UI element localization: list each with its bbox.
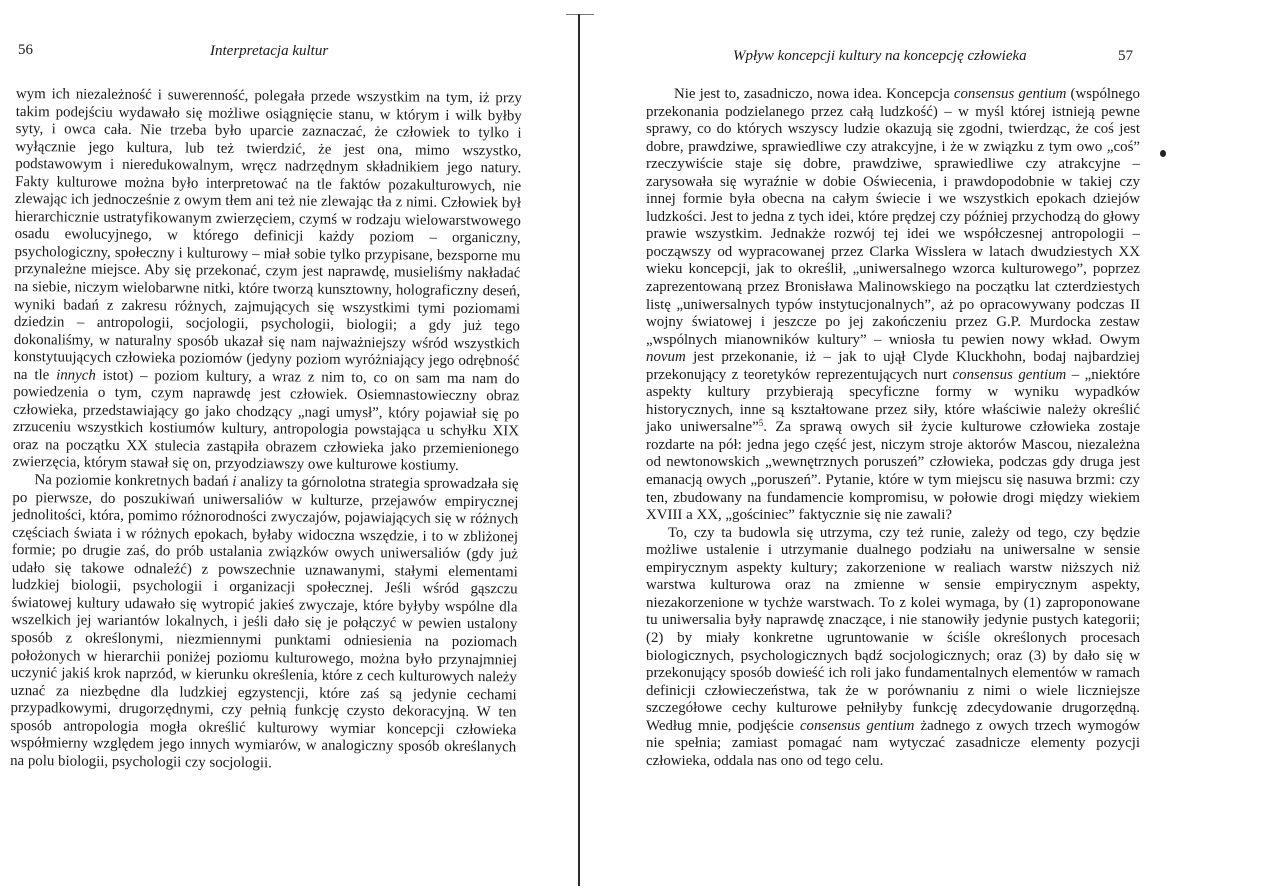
- italic-term: consensus gentium: [952, 366, 1067, 383]
- text-run: istot) – poziom kultury, a wraz z nim to, co on sam ma nam do powiedzenia o tym, czym naprawdę jest człowiek. Osiemnastowieczny obraz człowieka, przedstawiający go jako chodzący „nagi umysł”, który pojawiał się po zrzuceniu wszystkich kostiumów kultury, antropologia powstająca u schyłku XIX oraz na początku XX stulecia zastąpiła obrazem człowieka jako przemienionego zwierzęcia, którym stawał się on, przyodziawszy owe kulturowe kostiumy.: [12, 367, 520, 475]
- page-gutter: [578, 14, 580, 886]
- text-run: Na poziomie konkretnych badań: [34, 472, 233, 490]
- right-page-body: [646, 86, 1140, 770]
- gutter-mark: [566, 14, 594, 25]
- left-running-head: Interpretacja kultur: [210, 43, 329, 59]
- italic-term: consensus gentium: [953, 86, 1067, 102]
- italic-term: consensus gentium: [799, 717, 915, 734]
- left-page-body: [10, 86, 522, 775]
- ink-speck: [1160, 150, 1166, 157]
- text-run: . Za sprawą owych sił życie kulturowe człowieka zostaje rozdarte na pół: jedna jego część jest, niczym stroje aktorów Mascou, niezależna od newtonowskich „wewnętrznych poruszeń” człowieka, podczas gdy druga jest emanacją owych „poruszeń”. Pytanie, które w tym miejscu się nasuwa brzmi: czy ten, zbudowany na fundamencie kompromisu, w połowie drogi między wiekiem XVIII a XX, „gościniec” faktycznie się nie zawali?: [646, 419, 1140, 524]
- text-run: jest przekonanie, iż – jak to ujął Clyde Kluckhohn, bodaj najbardziej przekonujący z teoretyków reprezentujących nurt: [646, 349, 1140, 383]
- text-run: To, czy ta budowla się utrzyma, czy też runie, zależy od tego, czy będzie możliwe ustalenie i utrzymanie dualnego podziału na uniwersalne w sensie empirycznym aspekty kultury; zakorzenione w realiach warstw niższych niż warstwa kulturowa oraz na zmienne w sensie empirycznym aspekty, niezakorzenione w tychże warstwach. To z kolei wymaga, by (1) zaproponowane tu uniwersalia były naprawdę znaczące, i nie stanowiły jedynie pustych kategorii; (2) by miały konkretne ugruntowanie w ściśle określonych procesach biologicznych, psychologicznych bądź socjologicznych; oraz (3) by dało się w przekonujący sposób dowieść ich roli jako fundamentalnych elementów w ramach definicji człowieczeństwa, tak że w porównaniu z nimi o wiele liczniejsze szczegółowe cechy kulturowe pełniłyby funkcję zdecydowanie drugorzędną. Według mnie, podjęście: [646, 524, 1140, 734]
- text-run: wym ich niezależność i suwerenność, polegała przede wszystkim na tym, iż przy takim podejściu wydawało się możliwe osiągnięcie stanu, w którym i wilk byłby syty, i owca cała. Nie trzeba było uparcie zaznaczać, że człowiek to tylko i wyłącznie jego kultura, lub też twierdzić, że jest ona, mimo wszystko, podstawowym i nieredukowalnym, wręcz nadrzędnym składnikiem jego natury. Fakty kulturowe można było interpretować na tle faktów pozakulturowych, nie zlewając ich jednocześnie z owym tłem ani też nie zlewając tła z nimi. Człowiek był hierarchicznie ustratyfikowanym zwierzęciem, czymś w rodzaju wielowarstwowego osadu ewolucyjnego, w którego definicji każdy poziom – organiczny, psychologiczny, społeczny i kulturowy – miał sobie tylko przypisane, bezsporne mu przynależne miejsce. Aby się przekonać, czym jest naprawdę, musieliśmy nakładać na siebie, niczym wielobarwne nitki, które tworzą kunsztowny, holograficzny deseń, wyniki badań z zakresu różnych, zajmujących się wszystkimi tymi poziomami dziedzin – antropologii, socjologii, psychologii, biologii; a gdy już tego dokonaliśmy, w naturalny sposób ukazał się nam najważniejszy wśród wszystkich konstytuujących człowieka poziomów (jedyny poziom wyróżniający jego odrębność na tle: [13, 86, 522, 384]
- text-run: (wspólnego przekonania podzielanego przez całą ludzkość) – w myśl której istnieją pewne sprawy, co do których wszyscy ludzie okazują się zgodni, twierdząc, że coś jest dobre, prawdziwe, sprawiedliwe czy atrakcyjne, i że w związku z tym owo „coś” rzeczywiście staje się dobre, prawdziwe, sprawiedliwe czy atrakcyjne – zarysowała się wyraźnie w dobie Oświecenia, i prawdopodobnie w takiej czy innej formie była obecna na całym świecie i we wszystkich epokach dziejów ludzkości. Jest to jedna z tych idei, które prędzej czy później przychodzą do głowy prawie wszystkim. Jednakże rozwój tej idei we współczesnej antropologii – począwszy od wypracowanej przez Clarka Wisslera w latach dwudziestych XX wieku koncepcji, jak to określił, „uniwersalnego wzorca kulturowego”, poprzez zaprezentowaną przez Bronisława Malinowskiego na początku lat czterdziestych listę „uniwersalnych typów instytucjonalnych”, aż po opracowywany podczas II wojny światowej i jeszcze po jej zakończeniu przez G.P. Murdocka zestaw „wspólnych mianowników kultury” – wniosła tu pewien nowy wkład. Owym: [646, 86, 1140, 348]
- right-page-number: 57: [1118, 48, 1133, 64]
- footnote-reference: 5: [758, 418, 764, 429]
- text-run: żadnego z owych trzech wymogów nie spełnia; zamiast pomagać nam wytyczać zasadnicze elementy pozycji człowieka, oddala nas ono od tego celu.: [646, 717, 1140, 769]
- italic-term: novum: [646, 349, 686, 366]
- left-page-number: 56: [18, 42, 33, 58]
- text-run: analizy ta górnolotna strategia sprowadzała się po pierwsze, do poszukiwań uniwersaliów w kulturze, przejawów empirycznej jednolitości, która, pomimo różnorodności zwyczajów, pojawiających się w różnych częściach świata i w różnych epokach, byłaby widoczna wszędzie, i to w zbliżonej formie; po drugie zaś, do prób ustalania związków owych uniwersaliów (gdy już udało się takowe odnaleźć) z powszechnie uznawanymi, stałymi elementami ludzkiej biologii, psychologii i organizacji społecznej. Jeśli wśród gąszczu światowej kultury udawało się wytropić jakieś zwyczaje, które byłyby wspólne dla wszelkich jej wariantów lokalnych, i jeśli dało się je połączyć w pewien ustalony sposób z określonymi, niezmiennymi punktami odniesienia na poziomach położonych w hierarchii poniżej poziomu kulturowego, można było przynajmniej uczynić jakiś krok naprzód, w kierunku określenia, które z cech kulturowych należy uznać za niezbędne dla ludzkiej egzystencji, które zaś są jedynie cechami przypadkowymi, drugorzędnymi, czy pełnią funkcję czysto dekoracyjną. W ten sposób antropologia mogła określić kulturowy wymiar koncepcji człowieka współmierny względem jego innych wymiarów, w analogiczny sposób określanych na polu biologii, psychologii czy socjologii.: [10, 473, 519, 772]
- paragraph: [646, 86, 1140, 525]
- text-run: – „niektóre aspekty kultury przybierają specyficzne formy w wyniku wypadków historycznych, inne są kształtowane przez siły, które właściwie należy określić jako uniwersalne”: [646, 366, 1140, 436]
- paragraph: [646, 525, 1140, 771]
- paragraph: [10, 472, 519, 775]
- paragraph: [13, 86, 522, 476]
- italic-term: i: [232, 473, 237, 490]
- text-run: Nie jest to, zasadniczo, nowa idea. Koncepcja: [674, 86, 954, 102]
- right-running-head: Wpływ koncepcji kultury na koncepcję człowieka: [733, 48, 1027, 64]
- italic-term: innych: [56, 367, 96, 384]
